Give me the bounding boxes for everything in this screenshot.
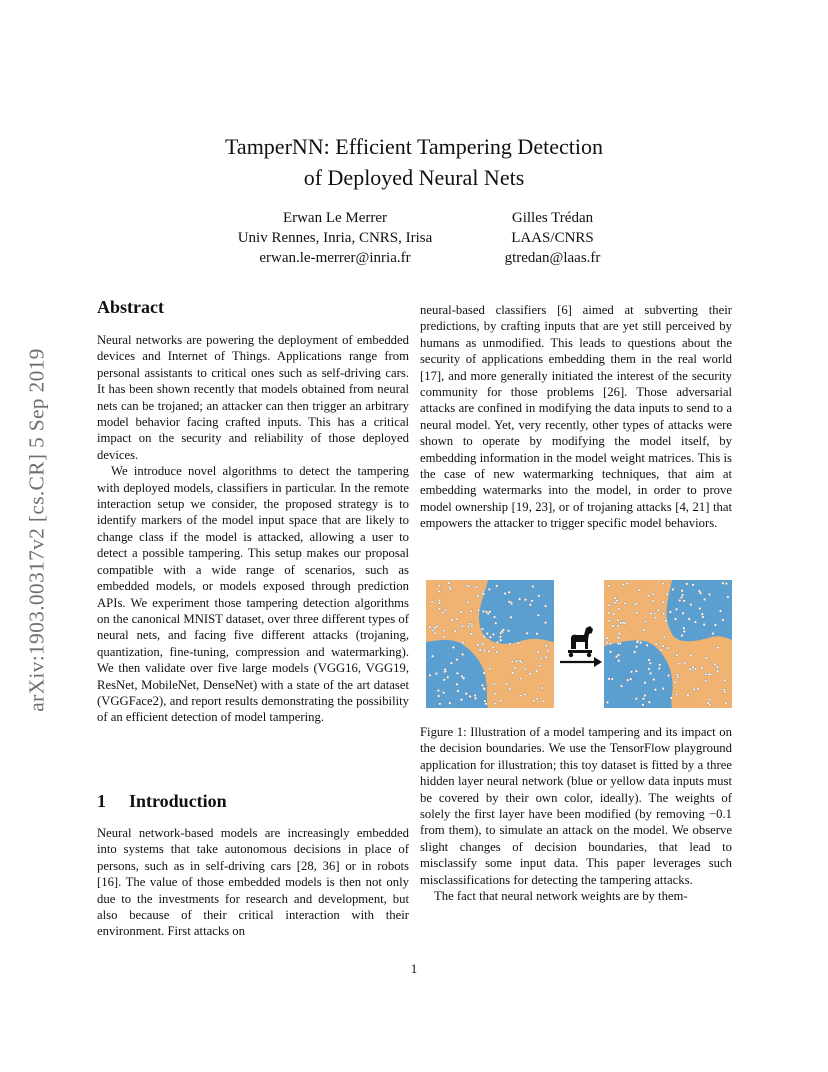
section-title: Introduction — [129, 791, 227, 811]
data-point — [502, 629, 505, 632]
data-point — [541, 687, 544, 690]
data-point — [508, 601, 511, 604]
data-point — [454, 630, 457, 633]
page-number: 1 — [410, 961, 418, 976]
data-point — [442, 691, 445, 694]
data-point — [608, 678, 611, 681]
data-point — [681, 594, 684, 597]
data-point — [615, 655, 618, 658]
data-point — [469, 695, 472, 698]
data-point — [609, 642, 612, 645]
data-point — [638, 589, 641, 592]
data-point — [652, 600, 655, 603]
data-point — [467, 601, 470, 604]
figure-1-caption — [420, 724, 732, 904]
data-point — [514, 667, 517, 670]
data-point — [431, 655, 434, 658]
data-point — [647, 595, 650, 598]
data-point — [431, 601, 434, 604]
data-point — [617, 659, 620, 662]
data-point — [544, 605, 547, 608]
data-point — [635, 670, 638, 673]
data-point — [545, 645, 548, 648]
data-point — [483, 672, 486, 675]
data-point — [686, 583, 689, 586]
data-point — [636, 611, 639, 614]
right-column — [420, 302, 732, 532]
data-point — [688, 618, 691, 621]
data-point — [474, 694, 477, 697]
data-point — [648, 701, 651, 704]
data-point — [646, 644, 649, 647]
data-point — [653, 678, 656, 681]
data-point — [435, 672, 438, 675]
data-point — [654, 688, 657, 691]
data-point — [481, 642, 484, 645]
data-point — [494, 622, 497, 625]
data-point — [494, 703, 497, 706]
author-affiliation: LAAS/CNRS — [511, 230, 594, 246]
data-point — [662, 601, 665, 604]
data-point — [608, 620, 611, 623]
data-point — [486, 632, 489, 635]
data-point — [674, 618, 677, 621]
author-block-1 — [215, 208, 455, 268]
data-point — [488, 650, 491, 653]
data-point — [607, 612, 610, 615]
data-point — [538, 664, 541, 667]
data-point — [482, 592, 485, 595]
section-number: 1 — [97, 791, 106, 811]
data-point — [694, 668, 697, 671]
data-point — [492, 633, 495, 636]
data-point — [493, 683, 496, 686]
data-point — [694, 621, 697, 624]
data-point — [443, 679, 446, 682]
data-point — [712, 632, 715, 635]
data-point — [683, 662, 686, 665]
data-point — [537, 614, 540, 617]
data-point — [642, 704, 645, 707]
decision-boundary-original — [426, 580, 554, 708]
data-point — [438, 607, 441, 610]
figure-1 — [426, 580, 732, 708]
introduction-paragraph-1: Neural network-based models are increasingly embedded into systems that take autonomous decisions in place of persons, such as in self-driving cars [28, 36] or in robots [16]. The value of those embedded models is then not only due to the investments for research and development, but also because of their critical interaction with their environment. First attacks on — [97, 826, 409, 939]
data-point — [481, 684, 484, 687]
data-point — [437, 689, 440, 692]
data-point — [662, 582, 665, 585]
data-point — [442, 636, 445, 639]
data-point — [448, 582, 451, 585]
data-point — [663, 636, 666, 639]
title-line-2: of Deployed Neural Nets — [303, 165, 525, 190]
data-point — [677, 662, 680, 665]
data-point — [511, 672, 514, 675]
data-point — [674, 681, 677, 684]
data-point — [509, 643, 512, 646]
data-point — [450, 619, 453, 622]
data-point — [434, 632, 437, 635]
data-point — [544, 621, 547, 624]
data-point — [675, 693, 678, 696]
author-block-2 — [480, 208, 625, 268]
data-point — [438, 602, 441, 605]
data-point — [536, 697, 539, 700]
data-point — [643, 629, 646, 632]
data-point — [633, 651, 636, 654]
data-point — [662, 687, 665, 690]
data-point — [520, 695, 523, 698]
data-point — [531, 600, 534, 603]
data-point — [449, 702, 452, 705]
data-point — [609, 651, 612, 654]
data-point — [716, 670, 719, 673]
data-point — [660, 649, 663, 652]
data-point — [607, 585, 610, 588]
data-point — [667, 674, 670, 677]
data-point — [470, 610, 473, 613]
abstract-heading: Abstract — [97, 297, 164, 317]
data-point — [500, 699, 503, 702]
data-point — [636, 641, 639, 644]
data-point — [617, 619, 620, 622]
data-point — [682, 612, 685, 615]
data-point — [545, 656, 548, 659]
data-point — [488, 588, 491, 591]
data-point — [705, 657, 708, 660]
data-point — [467, 625, 470, 628]
data-point — [618, 632, 621, 635]
data-point — [496, 651, 499, 654]
data-point — [683, 630, 686, 633]
data-point — [687, 694, 690, 697]
data-point — [488, 667, 491, 670]
data-point — [524, 598, 527, 601]
data-point — [477, 609, 480, 612]
data-point — [697, 688, 700, 691]
data-point — [542, 700, 545, 703]
arxiv-stamp — [23, 300, 51, 760]
data-point — [487, 612, 490, 615]
data-point — [517, 642, 520, 645]
data-point — [692, 584, 695, 587]
data-point — [724, 679, 727, 682]
data-point — [649, 672, 652, 675]
data-point — [676, 673, 679, 676]
data-point — [655, 643, 658, 646]
data-point — [456, 618, 459, 621]
data-point — [670, 697, 673, 700]
data-point — [540, 657, 543, 660]
data-point — [701, 666, 704, 669]
data-point — [666, 647, 669, 650]
data-point — [611, 678, 614, 681]
data-point — [672, 588, 675, 591]
data-point — [642, 698, 645, 701]
data-point — [725, 582, 728, 585]
data-point — [676, 654, 679, 657]
data-point — [443, 629, 446, 632]
data-point — [481, 628, 484, 631]
data-point — [477, 644, 480, 647]
data-point — [442, 612, 445, 615]
data-point — [681, 634, 684, 637]
data-point — [701, 613, 704, 616]
data-point — [659, 664, 662, 667]
data-point — [535, 670, 538, 673]
data-point — [532, 700, 535, 703]
data-point — [456, 672, 459, 675]
data-point — [499, 636, 502, 639]
data-point — [708, 698, 711, 701]
title-line-1: TamperNN: Efficient Tampering Detection — [225, 134, 603, 159]
data-point — [538, 595, 541, 598]
data-point — [614, 597, 617, 600]
data-point — [689, 668, 692, 671]
data-point — [652, 593, 655, 596]
data-point — [725, 702, 728, 705]
data-point — [703, 623, 706, 626]
abstract-paragraph-1: Neural networks are powering the deployment of embedded devices and Internet of Things. Applications range from personal assistants to critical ones such as self-driving cars. It has been shown recently that models obtained from neural nets can be trojaned; an attacker can then trigger an arbitrary model behavior facing crafted inputs. This has a critical impact on the security and reliability of those deployed devices. — [97, 333, 409, 462]
author-name: Gilles Trédan — [511, 210, 594, 226]
data-point — [461, 625, 464, 628]
data-point — [622, 621, 625, 624]
data-point — [483, 687, 486, 690]
data-point — [606, 701, 609, 704]
data-point — [620, 685, 623, 688]
data-point — [429, 626, 432, 629]
data-point — [618, 608, 621, 611]
data-point — [657, 609, 660, 612]
data-point — [546, 649, 549, 652]
data-point — [690, 654, 693, 657]
data-point — [511, 661, 514, 664]
data-point — [626, 582, 629, 585]
decision-boundary-tampered — [604, 580, 732, 708]
data-point — [708, 673, 711, 676]
data-point — [683, 627, 686, 630]
data-point — [450, 662, 453, 665]
data-point — [693, 688, 696, 691]
data-point — [505, 683, 508, 686]
data-point — [494, 692, 497, 695]
data-point — [669, 611, 672, 614]
data-point — [617, 636, 620, 639]
data-point — [650, 612, 653, 615]
data-point — [495, 585, 498, 588]
data-point — [524, 693, 527, 696]
data-point — [507, 630, 510, 633]
data-point — [438, 599, 441, 602]
data-point — [468, 585, 471, 588]
data-point — [452, 646, 455, 649]
data-point — [699, 607, 702, 610]
data-point — [703, 598, 706, 601]
data-point — [483, 635, 486, 638]
author-affiliation: Univ Rennes, Inria, CNRS, Irisa — [237, 230, 433, 246]
paper-title — [100, 131, 728, 193]
data-point — [716, 666, 719, 669]
data-point — [654, 616, 657, 619]
data-point — [496, 641, 499, 644]
data-point — [714, 624, 717, 627]
data-point — [724, 691, 727, 694]
data-point — [722, 582, 725, 585]
data-point — [635, 697, 638, 700]
data-point — [608, 604, 611, 607]
data-point — [612, 625, 615, 628]
data-point — [444, 609, 447, 612]
caption-text: Figure 1: Illustration of a model tampering and its impact on the decision boundaries. We use the TensorFlow playground application for illustration; this toy dataset is fitted by a three hidden layer neural network (blue or yellow data inputs must be covered by their own color, ideally). The weights of solely the first layer have been modified (by removing −0.1 from them), to simulate an attack on the model. We observe slight changes of decision boundaries, that lead to misclassify some input data. This paper leverages such misclassifications for detecting the tampering attacks. — [420, 725, 732, 887]
data-point — [683, 600, 686, 603]
introduction-heading — [97, 790, 409, 812]
data-point — [510, 616, 513, 619]
data-point — [526, 632, 529, 635]
data-point — [639, 641, 642, 644]
data-point — [662, 645, 665, 648]
data-point — [678, 599, 681, 602]
data-point — [644, 681, 647, 684]
abstract-paragraph-2: We introduce novel algorithms to detect the tampering with deployed models, classifiers in particular. In the remote interaction setup we consider, the proposed strategy is to identify markers of the model input space that are likely to change class if the model is attacked, allowing a user to detect a possible tampering. This setup makes our proposal compatible with a wide range of scenarios, such as embedded models, or models exposed through prediction APIs. We experiment those tampering detection algorithms on the canonical MNIST dataset, over three different types of neural nets, and facing five different attacks (trojaning, quantization, fine-tuning, compression and watermarking). We then validate over five large models (VGG16, VGG19, ResNet, MobileNet, DenseNet) with a state of the art dataset (VGGFace2), and report results demonstrating the possibility of an efficient detection of model tampering. — [97, 464, 409, 725]
data-point — [448, 586, 451, 589]
data-point — [675, 608, 678, 611]
data-point — [662, 612, 665, 615]
data-point — [704, 680, 707, 683]
data-point — [510, 602, 513, 605]
data-point — [622, 583, 625, 586]
data-point — [719, 610, 722, 613]
data-point — [727, 596, 730, 599]
data-point — [499, 639, 502, 642]
arxiv-id: arXiv:1903.00317v2 [cs.CR] 5 Sep 2019 — [24, 348, 49, 712]
data-point — [653, 612, 656, 615]
data-point — [474, 697, 477, 700]
introduction-section — [97, 790, 409, 940]
data-point — [515, 660, 518, 663]
data-point — [630, 671, 633, 674]
author-email: gtredan@laas.fr — [504, 250, 601, 266]
data-point — [717, 647, 720, 650]
data-point — [471, 624, 474, 627]
author-name: Erwan Le Merrer — [282, 210, 388, 226]
data-point — [648, 668, 651, 671]
data-point — [529, 604, 532, 607]
data-point — [482, 610, 485, 613]
introduction-paragraph-2: The fact that neural network weights are by them- — [434, 889, 688, 904]
data-point — [465, 692, 468, 695]
data-point — [699, 592, 702, 595]
data-point — [460, 611, 463, 614]
data-point — [475, 586, 478, 589]
data-point — [434, 627, 437, 630]
data-point — [508, 591, 511, 594]
data-point — [457, 690, 460, 693]
data-point — [484, 700, 487, 703]
data-point — [529, 672, 532, 675]
data-point — [479, 649, 482, 652]
data-point — [524, 668, 527, 671]
data-point — [613, 613, 616, 616]
data-point — [519, 660, 522, 663]
data-point — [493, 616, 496, 619]
data-point — [429, 674, 432, 677]
data-point — [532, 585, 535, 588]
data-point — [508, 688, 511, 691]
data-point — [665, 619, 668, 622]
data-point — [666, 593, 669, 596]
data-point — [702, 616, 705, 619]
data-point — [681, 589, 684, 592]
data-point — [468, 623, 471, 626]
data-point — [439, 703, 442, 706]
data-point — [722, 619, 725, 622]
data-point — [432, 629, 435, 632]
data-point — [614, 601, 617, 604]
left-column — [97, 296, 409, 726]
data-point — [635, 645, 638, 648]
data-point — [626, 679, 629, 682]
data-point — [461, 653, 464, 656]
data-point — [461, 675, 464, 678]
arrow-icon — [560, 657, 602, 667]
data-point — [707, 702, 710, 705]
data-point — [708, 593, 711, 596]
data-point — [485, 703, 488, 706]
data-point — [624, 602, 627, 605]
data-point — [680, 596, 683, 599]
data-point — [438, 584, 441, 587]
data-point — [489, 636, 492, 639]
data-point — [444, 668, 447, 671]
data-point — [536, 632, 539, 635]
data-point — [692, 666, 695, 669]
data-point — [690, 603, 693, 606]
data-point — [617, 642, 620, 645]
data-point — [470, 633, 473, 636]
data-point — [518, 598, 521, 601]
data-point — [606, 641, 609, 644]
trojan-horse-icon — [568, 626, 593, 657]
data-point — [483, 649, 486, 652]
data-point — [537, 651, 540, 654]
data-point — [492, 646, 495, 649]
data-point — [519, 677, 522, 680]
author-email: erwan.le-merrer@inria.fr — [259, 250, 411, 266]
data-point — [644, 620, 647, 623]
data-point — [635, 602, 638, 605]
data-point — [648, 659, 651, 662]
data-point — [446, 676, 449, 679]
data-point — [477, 595, 480, 598]
data-point — [713, 663, 716, 666]
data-point — [462, 641, 465, 644]
data-point — [504, 592, 507, 595]
data-point — [705, 673, 708, 676]
data-point — [606, 637, 609, 640]
data-point — [437, 695, 440, 698]
introduction-paragraph-continued: neural-based classifiers [6] aimed at subverting their predictions, by crafting inputs that are yet still perceived by humans as unmodified. This leads to questions about the security of applications embedding them in the real world [17], and more generally initiated the interest of the security community for those problems [26]. Those adversarial attacks are confined in modifying the data inputs to send to a neural model. Yet, very recently, other types of attacks were shown to operate by modifying the model itself, by embedding information in the model weight matrices. This is the case of new watermarking techniques, that aim at embedding watermarks into the model, in order to prove model ownership [19, 23], or of trojaning attacks [4, 21] that empowers the attacker to trigger specific model behaviors. — [420, 303, 732, 531]
data-point — [456, 683, 459, 686]
data-point — [629, 678, 632, 681]
data-point — [658, 667, 661, 670]
data-point — [438, 590, 441, 593]
data-point — [649, 662, 652, 665]
data-point — [460, 698, 463, 701]
data-point — [456, 658, 459, 661]
data-point — [644, 694, 647, 697]
data-point — [617, 625, 620, 628]
